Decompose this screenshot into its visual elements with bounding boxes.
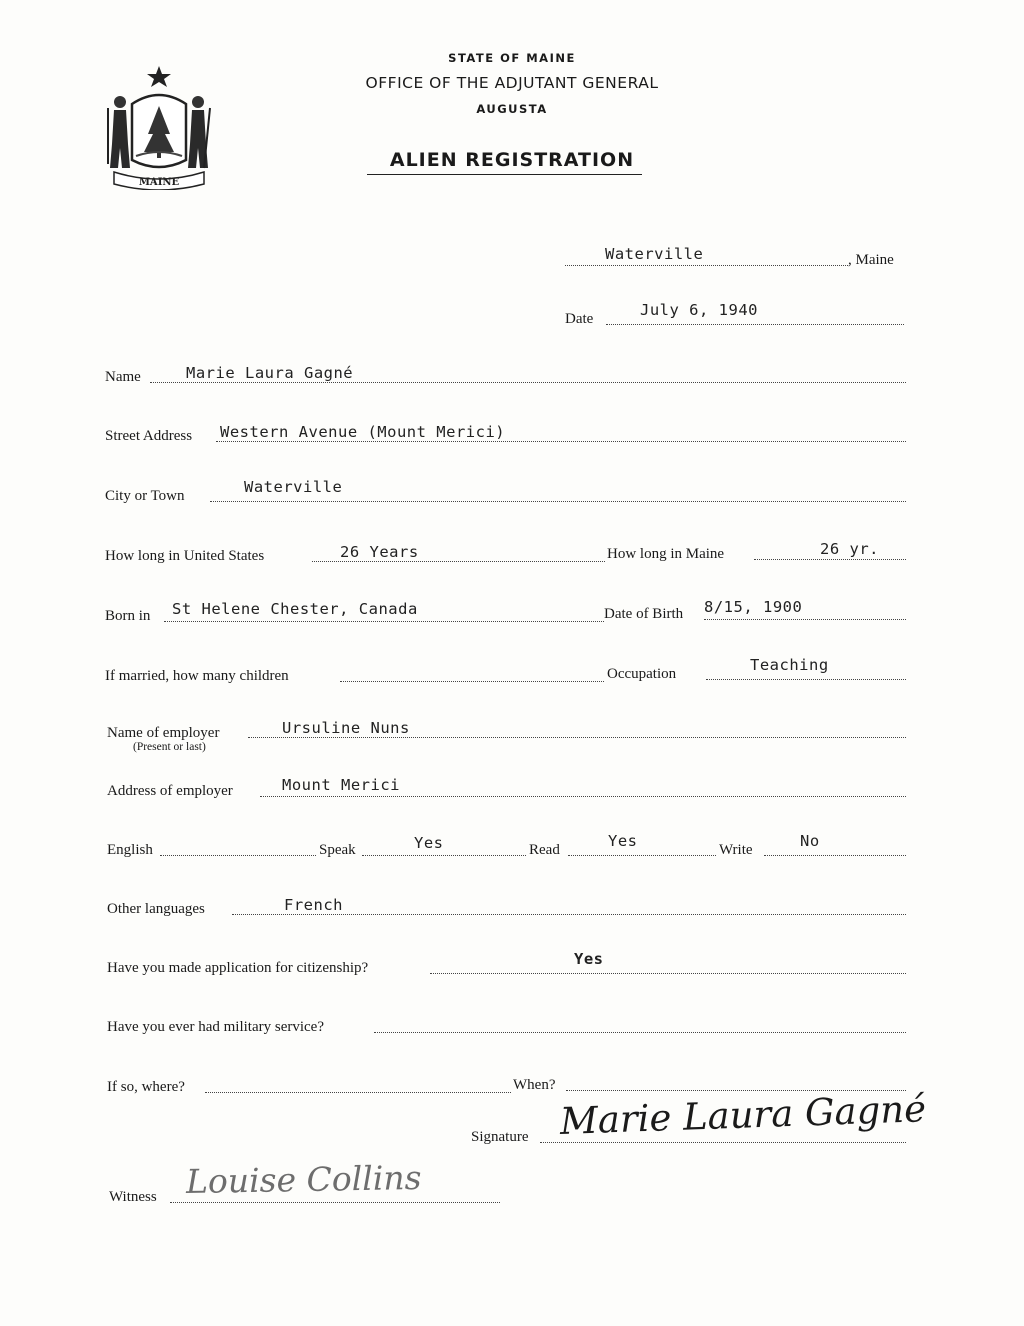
- employer-address-line: [260, 796, 906, 797]
- how-long-us-label: How long in United States: [105, 548, 265, 564]
- read-label: Read: [529, 842, 560, 858]
- other-languages-label: Other languages: [107, 901, 205, 917]
- english-line: [160, 855, 316, 856]
- write-line: [764, 855, 906, 856]
- when-label: When?: [513, 1077, 556, 1093]
- speak-value: Yes: [414, 834, 444, 852]
- military-label: Have you ever had military service?: [107, 1019, 324, 1035]
- occupation-value: Teaching: [750, 656, 829, 674]
- how-long-maine-label: How long in Maine: [607, 546, 725, 562]
- name-label: Name: [105, 369, 141, 385]
- citizenship-line: [430, 973, 906, 974]
- date-line: [606, 324, 904, 325]
- other-languages-value: French: [284, 896, 343, 914]
- how-long-us-line: [312, 561, 605, 562]
- write-label: Write: [719, 842, 753, 858]
- read-line: [568, 855, 716, 856]
- city-line: [210, 501, 906, 502]
- city-heading: AUGUSTA: [476, 102, 548, 116]
- signature-line: [540, 1142, 906, 1143]
- employer-name-label: Name of employer: [107, 725, 220, 741]
- street-address-line: [216, 441, 906, 442]
- employer-address-label: Address of employer: [107, 783, 233, 799]
- city-value: Waterville: [244, 478, 343, 496]
- how-long-us-value: 26 Years: [340, 543, 419, 561]
- maine-label: , Maine: [848, 252, 894, 268]
- how-long-maine-line: [754, 559, 906, 560]
- date-of-birth-value: 8/15, 1900: [704, 598, 803, 616]
- witness-value: Louise Collins: [185, 1157, 422, 1202]
- employer-name-value: Ursuline Nuns: [282, 719, 410, 737]
- military-line: [374, 1032, 906, 1033]
- witness-label: Witness: [109, 1189, 157, 1205]
- place-line: [565, 265, 848, 266]
- employer-name-line: [248, 737, 906, 738]
- citizenship-label: Have you made application for citizenship?: [107, 960, 369, 976]
- office-heading: OFFICE OF THE ADJUTANT GENERAL: [365, 74, 659, 92]
- speak-line: [362, 855, 526, 856]
- witness-line: [170, 1202, 500, 1203]
- date-value: July 6, 1940: [640, 301, 758, 319]
- how-long-maine-value: 26 yr.: [820, 540, 879, 558]
- state-heading: STATE OF MAINE: [448, 51, 576, 65]
- employer-address-value: Mount Merici: [282, 776, 400, 794]
- date-of-birth-line: [704, 619, 906, 620]
- place-value: Waterville: [605, 245, 704, 263]
- other-languages-line: [232, 914, 906, 915]
- city-label: City or Town: [105, 488, 185, 504]
- street-address-value: Western Avenue (Mount Merici): [220, 423, 506, 441]
- title-underline: [367, 174, 642, 175]
- seal-text: MAINE: [138, 177, 180, 188]
- citizenship-value: Yes: [574, 950, 604, 968]
- signature-value: Marie Laura Gagné: [559, 1087, 927, 1143]
- form-title: ALIEN REGISTRATION: [389, 149, 635, 171]
- children-line: [340, 681, 604, 682]
- name-value: Marie Laura Gagné: [186, 364, 354, 382]
- name-line: [150, 382, 906, 383]
- read-value: Yes: [608, 832, 638, 850]
- date-label: Date: [565, 311, 594, 327]
- signature-label: Signature: [471, 1129, 529, 1145]
- english-label: English: [107, 842, 153, 858]
- occupation-line: [706, 679, 906, 680]
- write-value: No: [800, 832, 820, 850]
- children-label: If married, how many children: [105, 668, 289, 684]
- speak-label: Speak: [319, 842, 356, 858]
- born-in-value: St Helene Chester, Canada: [172, 600, 418, 618]
- employer-name-sublabel: (Present or last): [133, 741, 206, 753]
- street-address-label: Street Address: [105, 428, 193, 444]
- where-label: If so, where?: [107, 1079, 185, 1095]
- born-in-label: Born in: [105, 608, 151, 624]
- born-in-line: [164, 621, 604, 622]
- occupation-label: Occupation: [607, 666, 677, 682]
- where-line: [205, 1092, 511, 1093]
- date-of-birth-label: Date of Birth: [604, 606, 684, 622]
